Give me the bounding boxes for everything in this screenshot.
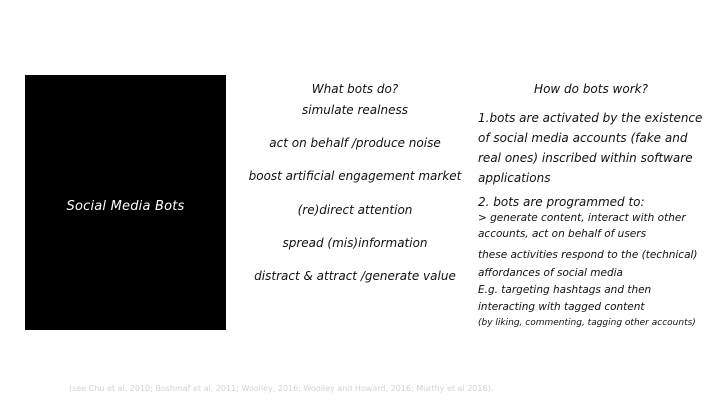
what-item: simulate realness bbox=[302, 103, 408, 117]
what-list bbox=[246, 100, 464, 299]
what-item: (re)direct attention bbox=[297, 202, 413, 217]
panel-title: Social Media Bots bbox=[66, 199, 185, 214]
how-heading: How do bots work? bbox=[534, 82, 648, 96]
what-heading: What bots do? bbox=[311, 82, 399, 96]
what-item: distract & attract /generate value bbox=[254, 268, 456, 283]
what-bots-do-column bbox=[246, 78, 464, 299]
title-panel bbox=[25, 75, 226, 330]
what-item: spread (mis)information bbox=[282, 235, 428, 250]
example-note: (by liking, commenting, tagging other accounts) bbox=[478, 318, 696, 328]
point-2-title: 2. bots are programmed to: bbox=[478, 195, 645, 209]
affordances-text: these activities respond to the (technical) affordances of social media bbox=[478, 249, 698, 279]
example-text: E.g. targeting hashtags and then interacting with tagged content bbox=[478, 284, 652, 313]
citation: (see Chu et al. 2010; Boshmaf et al. 2011; Woolley, 2016; Woolley and Howard, 2016; Murthy et al 2016). bbox=[69, 384, 494, 393]
how-bots-work-column bbox=[478, 78, 704, 330]
what-item: boost artificial engagement market bbox=[248, 169, 462, 184]
point-2-body: > generate content, interact with other accounts, act on behalf of users bbox=[478, 212, 686, 240]
what-item: act on behalf /produce noise bbox=[269, 136, 441, 151]
point-1: 1.bots are activated by the existence of social media accounts (fake and real ones) inscribed within software applications bbox=[478, 111, 703, 185]
